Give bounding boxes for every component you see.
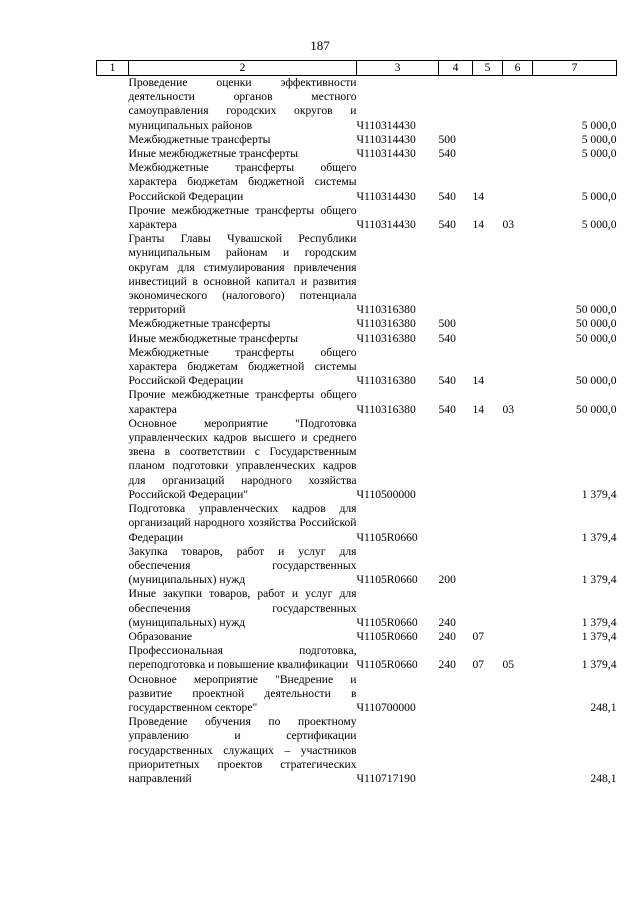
row-name: Межбюджетные трансферты общего характера бюджетам бюджетной системы Российской Федерации <box>128 161 357 203</box>
row-name: Образование <box>128 629 193 643</box>
row-col5: 14 <box>472 218 485 232</box>
row-col6 <box>503 417 533 502</box>
row-name: Подготовка управленческих кадров для организаций народного хозяйства Российской Федерации <box>128 502 357 544</box>
row-col5 <box>473 673 503 716</box>
row-code: Ч110316380 <box>356 374 416 388</box>
row-amount: 1 379,4 <box>581 573 617 587</box>
row-col6 <box>503 346 533 389</box>
row-col4 <box>439 673 473 716</box>
row-col6 <box>503 630 533 644</box>
header-cell: 3 <box>357 61 439 76</box>
row-code: Ч110316380 <box>356 303 416 317</box>
row-col4: 500 <box>438 132 456 146</box>
table-row <box>97 332 617 346</box>
table-row <box>97 346 617 389</box>
row-col6 <box>503 76 533 133</box>
row-col6 <box>503 673 533 716</box>
row-col5: 14 <box>472 189 485 203</box>
table-header-row <box>97 61 617 76</box>
row-col6 <box>503 147 533 161</box>
table-row <box>97 388 617 416</box>
row-name: Закупка товаров, работ и услуг для обеспечения государственных (муниципальных) нужд <box>128 544 357 587</box>
empty-cell <box>97 417 129 502</box>
table-row <box>97 545 617 588</box>
row-col5 <box>473 133 503 147</box>
empty-cell <box>97 545 129 588</box>
table-row <box>97 232 617 317</box>
row-col4 <box>439 232 473 317</box>
empty-cell <box>97 587 129 630</box>
empty-cell <box>97 630 129 644</box>
row-col5 <box>473 147 503 161</box>
row-code: Ч1105R0660 <box>356 573 418 587</box>
row-col5 <box>473 715 503 786</box>
row-amount: 1 379,4 <box>581 658 617 672</box>
row-name: Иные межбюджетные трансферты <box>128 331 299 345</box>
table-row <box>97 161 617 204</box>
row-col4: 240 <box>438 629 456 643</box>
row-col5 <box>473 317 503 331</box>
empty-cell <box>97 332 129 346</box>
row-amount: 1 379,4 <box>581 629 617 643</box>
row-col6: 03 <box>502 218 515 232</box>
row-code: Ч110500000 <box>356 487 416 501</box>
row-name: Иные закупки товаров, работ и услуг для обеспечения государственных (муниципальных) нужд <box>128 587 357 629</box>
row-col4: 540 <box>438 147 456 161</box>
row-amount: 1 379,4 <box>581 615 617 629</box>
row-col5 <box>473 502 503 545</box>
row-code: Ч110314430 <box>356 118 416 132</box>
header-cell: 1 <box>97 61 129 76</box>
table-row <box>97 76 617 133</box>
row-col4: 540 <box>438 402 456 416</box>
row-col6 <box>503 332 533 346</box>
header-cell: 6 <box>503 61 533 76</box>
row-col6 <box>503 232 533 317</box>
row-code: Ч110316380 <box>356 331 416 345</box>
row-code: Ч110314430 <box>356 147 416 161</box>
row-amount: 50 000,0 <box>575 402 617 416</box>
row-col4 <box>439 76 473 133</box>
row-col6 <box>503 545 533 588</box>
row-col5: 07 <box>472 658 485 672</box>
table-row <box>97 133 617 147</box>
empty-cell <box>97 76 129 133</box>
header-cell: 5 <box>473 61 503 76</box>
row-code: Ч110314430 <box>356 132 416 146</box>
row-name: Межбюджетные трансферты <box>128 132 271 146</box>
empty-cell <box>97 644 129 672</box>
row-col5 <box>473 587 503 630</box>
row-code: Ч1105R0660 <box>356 629 418 643</box>
table-row <box>97 673 617 716</box>
empty-cell <box>97 204 129 232</box>
row-col6 <box>503 587 533 630</box>
row-amount: 50 000,0 <box>575 374 617 388</box>
row-col6 <box>503 715 533 786</box>
row-col4: 240 <box>438 615 456 629</box>
empty-cell <box>97 502 129 545</box>
row-amount: 1 379,4 <box>581 530 617 544</box>
row-name: Проведение обучения по проектному управлению и сертификации государственных служащих – участников приоритетных проектов стратегических направлений <box>128 715 357 785</box>
row-col4: 540 <box>438 331 456 345</box>
row-name: Иные межбюджетные трансферты <box>128 147 299 161</box>
header-cell: 7 <box>533 61 617 76</box>
header-cell: 4 <box>439 61 473 76</box>
row-col6 <box>503 502 533 545</box>
empty-cell <box>97 147 129 161</box>
row-col5: 14 <box>472 374 485 388</box>
header-cell: 2 <box>129 61 357 76</box>
empty-cell <box>97 388 129 416</box>
row-amount: 5 000,0 <box>581 147 617 161</box>
row-col6 <box>503 317 533 331</box>
row-col5 <box>473 545 503 588</box>
table-row <box>97 317 617 331</box>
row-amount: 1 379,4 <box>581 487 617 501</box>
row-col4 <box>439 417 473 502</box>
empty-cell <box>97 715 129 786</box>
row-amount: 50 000,0 <box>575 317 617 331</box>
budget-table <box>96 60 617 786</box>
row-name: Профессиональная подготовка, переподготовка и повышение квалификации <box>128 644 357 672</box>
row-name: Проведение оценки эффективности деятельности органов местного самоуправления городских округов и муниципальных районов <box>128 76 357 132</box>
row-col4 <box>439 715 473 786</box>
table-row <box>97 630 617 644</box>
row-code: Ч110316380 <box>356 402 416 416</box>
row-col4: 540 <box>438 218 456 232</box>
row-col6: 03 <box>502 402 515 416</box>
row-col4: 500 <box>438 317 456 331</box>
row-amount: 5 000,0 <box>581 189 617 203</box>
row-amount: 5 000,0 <box>581 132 617 146</box>
row-name: Основное мероприятие "Внедрение и развитие проектной деятельности в государственном секторе" <box>128 672 357 714</box>
row-col4 <box>439 502 473 545</box>
row-name: Межбюджетные трансферты общего характера бюджетам бюджетной системы Российской Федерации <box>128 345 357 388</box>
row-col4: 540 <box>438 374 456 388</box>
row-code: Ч110314430 <box>356 218 416 232</box>
table-row <box>97 417 617 502</box>
row-code: Ч1105R0660 <box>356 658 418 672</box>
table-row <box>97 715 617 786</box>
row-code: Ч1105R0660 <box>356 615 418 629</box>
empty-cell <box>97 133 129 147</box>
table-row <box>97 644 617 672</box>
empty-cell <box>97 673 129 716</box>
table-row <box>97 204 617 232</box>
row-amount: 248,1 <box>590 771 617 785</box>
row-name: Основное мероприятие "Подготовка управленческих кадров высшего и среднего звена в соответствии с Государственным планом подготовки управленческих кадров для организаций народного хозяйства Российской Федерации" <box>128 416 357 501</box>
row-amount: 50 000,0 <box>575 331 617 345</box>
table-row <box>97 502 617 545</box>
table-row <box>97 587 617 630</box>
page-number: 187 <box>310 38 330 53</box>
row-amount: 50 000,0 <box>575 303 617 317</box>
row-code: Ч110717190 <box>356 771 416 785</box>
row-name: Прочие межбюджетные трансферты общего характера <box>128 203 357 232</box>
row-name: Межбюджетные трансферты <box>128 317 271 331</box>
row-amount: 248,1 <box>590 700 617 714</box>
empty-cell <box>97 346 129 389</box>
table-row <box>97 147 617 161</box>
row-col4: 200 <box>438 573 456 587</box>
empty-cell <box>97 161 129 204</box>
row-col5 <box>473 76 503 133</box>
row-col4: 240 <box>438 658 456 672</box>
row-col5 <box>473 417 503 502</box>
row-code: Ч1105R0660 <box>356 530 418 544</box>
empty-cell <box>97 317 129 331</box>
row-code: Ч110316380 <box>356 317 416 331</box>
row-col6 <box>503 161 533 204</box>
empty-cell <box>97 232 129 317</box>
row-code: Ч110314430 <box>356 189 416 203</box>
row-col5 <box>473 232 503 317</box>
row-col5: 14 <box>472 402 485 416</box>
row-name: Гранты Главы Чувашской Республики муниципальным районам и городским округам для стимулирования привлечения инвестиций в основной капитал и развития экономического (налогового) потенциала территорий <box>128 232 357 317</box>
row-name: Прочие межбюджетные трансферты общего характера <box>128 388 357 416</box>
row-code: Ч110700000 <box>356 700 416 714</box>
row-col6: 05 <box>502 658 515 672</box>
row-col6 <box>503 133 533 147</box>
row-amount: 5 000,0 <box>581 218 617 232</box>
row-amount: 5 000,0 <box>581 118 617 132</box>
row-col4: 540 <box>438 189 456 203</box>
row-col5: 07 <box>472 629 485 643</box>
row-col5 <box>473 332 503 346</box>
